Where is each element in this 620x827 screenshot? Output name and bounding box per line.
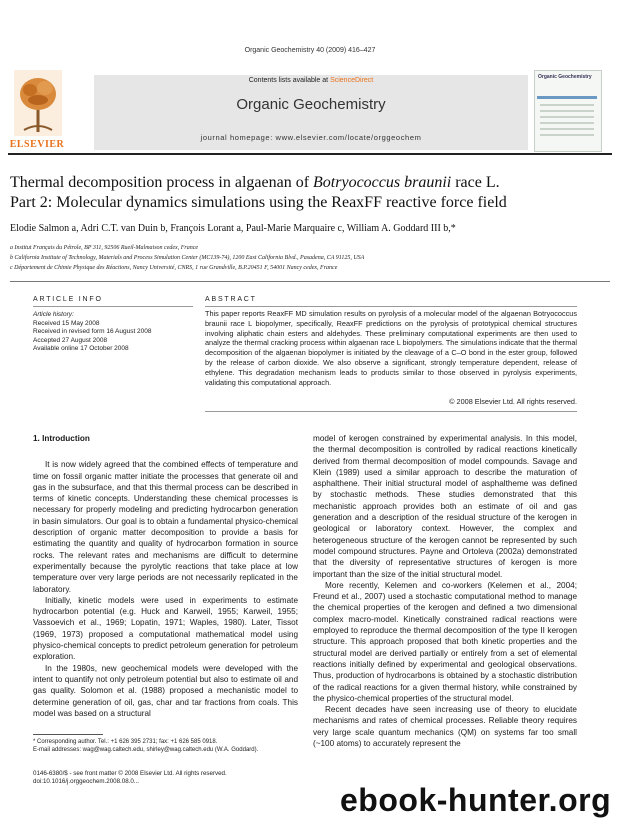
affiliation-b: b California Institute of Technology, Materials and Process Simulation Center (MC139-74), 1200 East California Blvd., Pasadena, CA 91125, USA — [10, 255, 365, 261]
history-label: Article history: — [33, 311, 74, 318]
running-header: Organic Geochemistry 40 (2009) 416–427 — [244, 47, 376, 54]
article-title — [10, 173, 610, 213]
cover-band — [537, 96, 597, 99]
article-history — [33, 311, 193, 354]
email-note[interactable]: E-mail addresses: wag@wag.caltech.edu, shirley@wag.caltech.edu (W.A. Goddard). — [33, 747, 259, 753]
journal-homepage[interactable]: journal homepage: www.elsevier.com/locate/orggeochem — [200, 133, 422, 142]
issn-line: 0146-6380/$ - see front matter © 2008 Elsevier Ltd. All rights reserved. — [33, 770, 227, 777]
history-accepted: Accepted 27 August 2008 — [33, 336, 108, 344]
contents-line — [94, 77, 528, 84]
title-line-1: Thermal decomposition process in algaenan of Botryococcus braunii race L. — [10, 174, 500, 191]
abstract-text: This paper reports ReaxFF MD simulation results on pyrolysis of a molecular model of the algaenan Botryococcus braunii race L biopolymer, specifically, ReaxFF predictions on the pyrolysis of prototypical chemical structures involving aliphatic chain esters and aldehydes. These preliminary computational experiments are then used to analyze the thermal cracking process within algaenan race L biopolymers. The simulations indicate that the thermal decomposition of the algaenan biopolymer is initiated by the cleavage of a C–O bond in the ester group, followed by the release of carbon dioxide. We also observe a significant, strongly temperature dependent, release of ethylene. This degradation mechanism leads to products similar to those observed in pyrolysis experiments, validating this computational approach. — [205, 309, 577, 387]
paragraph: Recent decades have seen increasing use of theory to elucidate mechanisms and rates of chemical processes. Reliable theory requires very large scale quantum mechanics (QM) on systems far too small (~100 atoms) to accurately represent the — [313, 705, 577, 749]
abstract-bottom-rule — [205, 411, 577, 412]
paragraph: It is now widely agreed that the combined effects of temperature and time on fossil organic matter initiate the processes that generate oil and gas in the subsurface, and that this thermal process can be described in terms of kinetic concepts. Understanding these chemical processes is necessary for properly modeling and predicting hydrocarbon generation in basin simulators. Our goal is to obtain a fundamental physico-chemical description of organic matter decomposition to provide a basis for estimating the quantity and quality of hydrocarbon formation in source rocks. The relevant rates and mechanisms are difficult to determine experimentally because the pyrolytic reactions that take place at low temperature over very large periods are not necessarily replicated in the laboratory. — [33, 460, 298, 594]
paragraph: Initially, kinetic models were used in experiments to estimate hydrocarbon potential (e.g. Huck and Karweil, 1955; Karweil, 1955; Vassoevich et al., 1969; Lopatin, 1971; Waples, 1980). Later, Tissot (1969, 1973) proposed a computational mathematical model using physico-chemical concepts to predict petroleum generation for petroleum exploration. — [33, 595, 298, 662]
history-online: Available online 17 October 2008 — [33, 345, 129, 352]
footnote-rule — [33, 734, 103, 735]
sciencedirect-link[interactable]: ScienceDirect — [330, 77, 374, 84]
paragraph: More recently, Kelemen and co-workers (Kelemen et al., 2004; Freund et al., 2007) used a stochastic computational method to manage the chemical properties of the kerogen and defined a two dimensional complex macro-model. Kinetically constrained radical reactions were employed to reproduce the thermal decomposition of the type II kerogen structure. This approach proposed that both kinetic properties and the structural model are derived partially or entirely from a set of elemental reactions initially defined by experimental and geological observations. Thus, production of hydrocarbons is obtained by a stochastic distribution of the radical reactions for a given thermal history, while constrained by the physico-chemical properties of the structural model. — [313, 580, 577, 703]
publisher-wordmark: ELSEVIER — [9, 139, 65, 150]
affiliation-rule — [10, 281, 610, 282]
article-info-rule — [33, 306, 193, 307]
author-list: Elodie Salmon a, Adri C.T. van Duin b, François Lorant a, Paul-Marie Marquaire c, William A. Goddard III b,* — [10, 223, 456, 234]
bottom-meta — [33, 770, 303, 786]
affiliation-c: c Département de Chimie Physique des Réactions, Nancy Université, CNRS, 1 rue Grandville, B.P.20451 F, 54001 Nancy cedex, France — [10, 265, 338, 271]
abstract-heading: ABSTRACT — [205, 296, 257, 303]
abstract-copyright: © 2008 Elsevier Ltd. All rights reserved. — [449, 397, 577, 406]
elsevier-tree-logo — [14, 70, 62, 146]
paragraph: In the 1980s, new geochemical models were developed with the intent to quantify not only petroleum potential but also to estimate oil and gas quality. Solomon et al. (1988) proposed a mechanistic model to determine generation of oil, gas, char and tar fractions from coals. This model was based on a structural — [33, 663, 298, 718]
article-info-heading: ARTICLE INFO — [33, 296, 103, 303]
header-rule — [8, 153, 612, 155]
right-column — [313, 433, 577, 749]
contents-prefix: Contents lists available at — [248, 77, 331, 84]
cover-title: Organic Geochemistry — [538, 74, 592, 80]
left-column — [33, 433, 298, 719]
footnotes — [33, 738, 298, 754]
affiliation-a: a Institut Français du Pétrole, BP 311, 92506 Rueil-Malmaison cedex, France — [10, 245, 199, 251]
cover-lines — [540, 104, 594, 136]
section-heading: 1. Introduction — [33, 434, 90, 443]
abstract-rule — [205, 306, 577, 307]
journal-title: Organic Geochemistry — [236, 96, 386, 113]
corresponding-author-note: * Corresponding author. Tel.: +1 626 395 2731; fax: +1 626 585 0918. — [33, 739, 218, 745]
history-received: Received 15 May 2008 — [33, 319, 100, 327]
title-line-2: Part 2: Molecular dynamics simulations using the ReaxFF reactive force field — [10, 194, 507, 211]
watermark-text: ebook-hunter.org — [340, 782, 612, 818]
doi-line[interactable]: doi:10.1016/j.orggeochem.2008.08.0... — [33, 778, 139, 785]
paragraph: model of kerogen constrained by experimental analysis. In this model, the thermal decomposition is controlled by radical reactions kinetically derived from thermal decomposition of model compounds. Savage and Klein (1989) used a similar approach to describe the maturation of asphalthene. Their initial structural model of asphaltheme was defined by stochastic methods. These studies demonstrated that this mechanistic approach provides both an estimate of oil and gas generation and a description of the residual structure of the kerogen in geological or laboratory context. However, the complex and heterogeneous structure of the kerogen cannot be represented by such model compound structures. Payne and Ortoleva (2002a) demonstrated that the diversity of representative structures of kerogen is more important than the size of the initial structural model. — [313, 434, 577, 579]
history-revised: Received in revised form 16 August 2008 — [33, 328, 152, 335]
